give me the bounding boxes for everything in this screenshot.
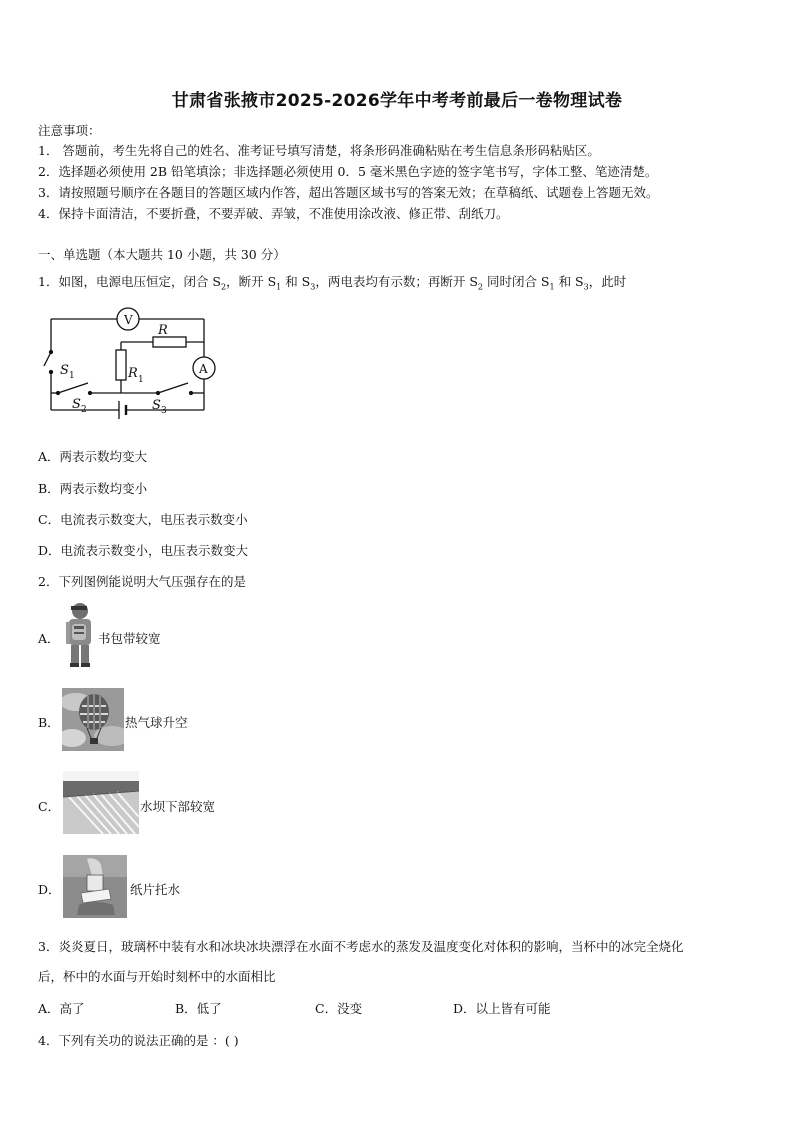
question-3-option-c: C．没变 <box>315 1001 363 1016</box>
question-3-stem-line-2: 后，杯中的水面与开始时刻杯中的水面相比 <box>38 969 276 984</box>
question-1-option-d: D．电流表示数变小，电压表示数变大 <box>38 543 249 558</box>
svg-text:3: 3 <box>161 406 167 416</box>
hot-air-balloon-image <box>62 688 124 751</box>
svg-text:1: 1 <box>69 371 75 381</box>
page-title: 甘肃省张掖市2025-2026学年中考考前最后一卷物理试卷 <box>171 91 623 111</box>
notice-item: 4．保持卡面清洁，不要折叠，不要弄破、弄皱，不准使用涂改液、修正带、刮纸刀。 <box>38 206 509 221</box>
question-1-option-b: B．两表示数均变小 <box>38 481 148 496</box>
section-heading: 一、单选题（本大题共 10 小题，共 30 分） <box>38 247 286 262</box>
question-2-option-b-letter: B． <box>38 715 60 730</box>
resistor-r-label: R <box>158 323 168 338</box>
switch-s1-label: S <box>60 363 69 378</box>
question-3-stem-line-1: 3．炎炎夏日，玻璃杯中装有水和冰块冰块漂浮在水面不考虑水的蒸发及温度变化对体积的影响，当杯中的冰完全烧化 <box>38 939 684 954</box>
notice-item: 3．请按照题号顺序在各题目的答题区域内作答，超出答题区域书写的答案无效；在草稿纸、试题卷上答题无效。 <box>38 185 659 200</box>
question-2-stem: 2．下列图例能说明大气压强存在的是 <box>38 574 246 589</box>
switch-s2-label: S <box>72 397 81 412</box>
ammeter-label: A <box>199 362 208 376</box>
notice-item: 1． 答题前，考生先将自己的姓名、准考证号填写清楚，将条形码准确粘贴在考生信息条形码粘贴区。 <box>38 143 600 158</box>
question-1-option-c: C．电流表示数变大，电压表示数变小 <box>38 512 248 527</box>
question-1-stem: 1．如图，电源电压恒定，闭合 $S_2$，断开 $S_1$ 和 $S_3$，两电表均有示数；再断开 $S_2$ 同时闭合 $S_1$ 和 $S_3$，此时 <box>38 274 627 292</box>
notice-item: 2．选择题必须使用 2B 铅笔填涂；非选择题必须使用 0．5 毫米黑色字迹的签字笔书写，字体工整、笔迹清楚。 <box>38 164 658 179</box>
question-2-option-c-letter: C． <box>38 799 61 814</box>
paper-water-cup-image <box>63 855 127 918</box>
switch-s3-label: S <box>152 398 161 413</box>
voltmeter-label: V <box>124 313 133 327</box>
question-3-option-a: A．高了 <box>38 1001 85 1016</box>
svg-text:2: 2 <box>81 405 87 415</box>
dam-image <box>63 771 139 834</box>
question-3-option-d: D．以上皆有可能 <box>453 1001 551 1016</box>
backpack-boy-image <box>60 602 98 668</box>
question-2-option-a-caption: 书包带较宽 <box>98 631 161 646</box>
question-4-stem: 4．下列有关功的说法正确的是 ：( ) <box>38 1033 239 1048</box>
question-2-option-d-letter: D． <box>38 882 61 897</box>
notice-heading: 注意事项： <box>38 123 101 138</box>
resistor-r1-label: R <box>128 366 138 381</box>
question-2-option-a-letter: A． <box>38 631 60 646</box>
question-2-option-c-caption: 水坝下部较宽 <box>140 799 216 814</box>
svg-text:1: 1 <box>138 375 144 385</box>
circuit-diagram <box>36 302 226 430</box>
question-1-option-a: A．两表示数均变大 <box>38 449 148 464</box>
question-2-option-d-caption: 纸片托水 <box>130 882 181 897</box>
question-3-option-b: B．低了 <box>175 1001 222 1016</box>
question-2-option-b-caption: 热气球升空 <box>125 715 188 730</box>
